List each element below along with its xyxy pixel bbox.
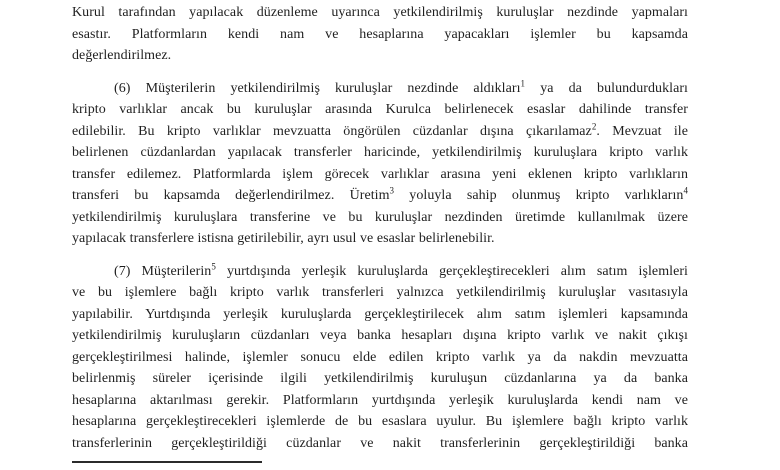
text-line [72,99,688,121]
text-segment: ve bu işlemlere bağlı kripto varlık transferleri yalnızca yetkilendirilmiş kuruluşlar vasıtasıyla [72,285,688,300]
text-segment: transferlerinin gerçekleştirildiği cüzdanlar ve nakit transferlerinin gerçekleştirildiği banka [72,435,688,451]
text-segment: değerlendirilmez. [72,48,172,63]
text-line [72,45,688,67]
text-line [72,433,688,455]
footnote-reference: 5 [211,260,216,271]
text-line [72,228,688,250]
text-segment: (6) Müşterilerin yetkilendirilmiş kuruluşlar nezdinde aldıkları [114,80,521,96]
text-segment: hesaplarına aktarılması gerekir. Platformların yurtdışında yerleşik kuruluşlarda kendi nam ve [72,392,688,408]
text-segment: gerçekleştirilmesi halinde, işlemler sonucu elde edilen kripto varlık ya da nakdin mevzuatta [72,349,688,365]
text-segment: ya da bulundurdukları [525,80,688,96]
text-line [72,142,688,164]
text-segment: belirlenmiş süreler içerisinde ilgili yetkilendirilmiş kuruluşun cüzdanlarına ya da banka [72,371,688,386]
text-segment: esastır. Platformların kendi nam ve hesaplarına yapacakları işlemler bu kapsamda [72,26,688,42]
text-segment: yapılabilir. Yurtdışında yerleşik kuruluşlarda gerçekleştirilecek alım satım işlemleri kapsamında [72,306,688,322]
footnote-reference: 3 [389,185,395,196]
paragraph-continuation [72,2,688,67]
text-line [72,185,688,207]
text-segment: . Mevzuat ile [596,123,688,139]
footnote-reference: 1 [520,77,526,88]
text-line [72,121,688,143]
text-segment: belirlenen cüzdanlardan yapılacak transferler haricinde, yetkilendirilmiş kuruluşlara kripto varlık [72,145,688,160]
paragraph-6 [72,78,688,250]
text-line [72,207,688,229]
text-segment: kripto varlıklar ancak bu kuruluşlar arasında Kurulca belirlenecek esaslar dahilinde transfer [72,102,688,117]
text-line [72,347,688,369]
text-segment: yetkilendirilmiş kuruluşların cüzdanları veya banka hesapları dışına kripto varlık ve nakit çıkışı [72,328,688,343]
text-segment: (7) Müşterilerin [114,263,212,279]
footnote-separator [72,461,262,463]
paragraph-7 [72,261,688,455]
text-line [72,390,688,412]
text-segment: yapılacak transferlere istisna getirilebilir, ayrı usul ve esaslar belirlenebilir. [72,231,495,246]
text-line [72,325,688,347]
text-segment: Kurul tarafından yapılacak düzenleme uyarınca yetkilendirilmiş kuruluşlar nezdinde yapmaları [72,5,688,20]
text-segment: transfer edilemez. Platformlarda işlem görecek varlıklar arasına yeni eklenen kripto varlıkların [72,166,688,182]
text-line [72,2,688,24]
text-line [72,368,688,390]
text-line [72,304,688,326]
text-block [72,2,688,454]
text-segment: hesaplarına gerçekleştirecekleri işlemlerde de bu esaslara uyulur. Bu işlemlere bağlı kripto varlık [72,414,688,429]
text-line [72,261,688,283]
footnote-reference: 4 [683,185,688,196]
text-segment: yurtdışında yerleşik kuruluşlarda gerçekleştirecekleri alım satım işlemleri [215,263,688,279]
text-segment: edilebilir. Bu kripto varlıklar mevzuatta öngörülen cüzdanlar dışına çıkarılamaz [72,123,592,139]
text-line [72,411,688,433]
text-line [72,78,688,100]
text-segment: yoluyla sahip olunmuş kripto varlıkların [394,188,684,203]
footnote-reference: 2 [591,120,597,131]
text-line [72,164,688,186]
text-line [72,24,688,46]
text-segment: transferi bu kapsamda değerlendirilmez. Üretim [72,188,390,203]
text-line [72,282,688,304]
text-segment: yetkilendirilmiş kuruluşlara transferine ve bu kuruluşlar nezdinden üretimde kullanılmak üzere [72,209,688,225]
